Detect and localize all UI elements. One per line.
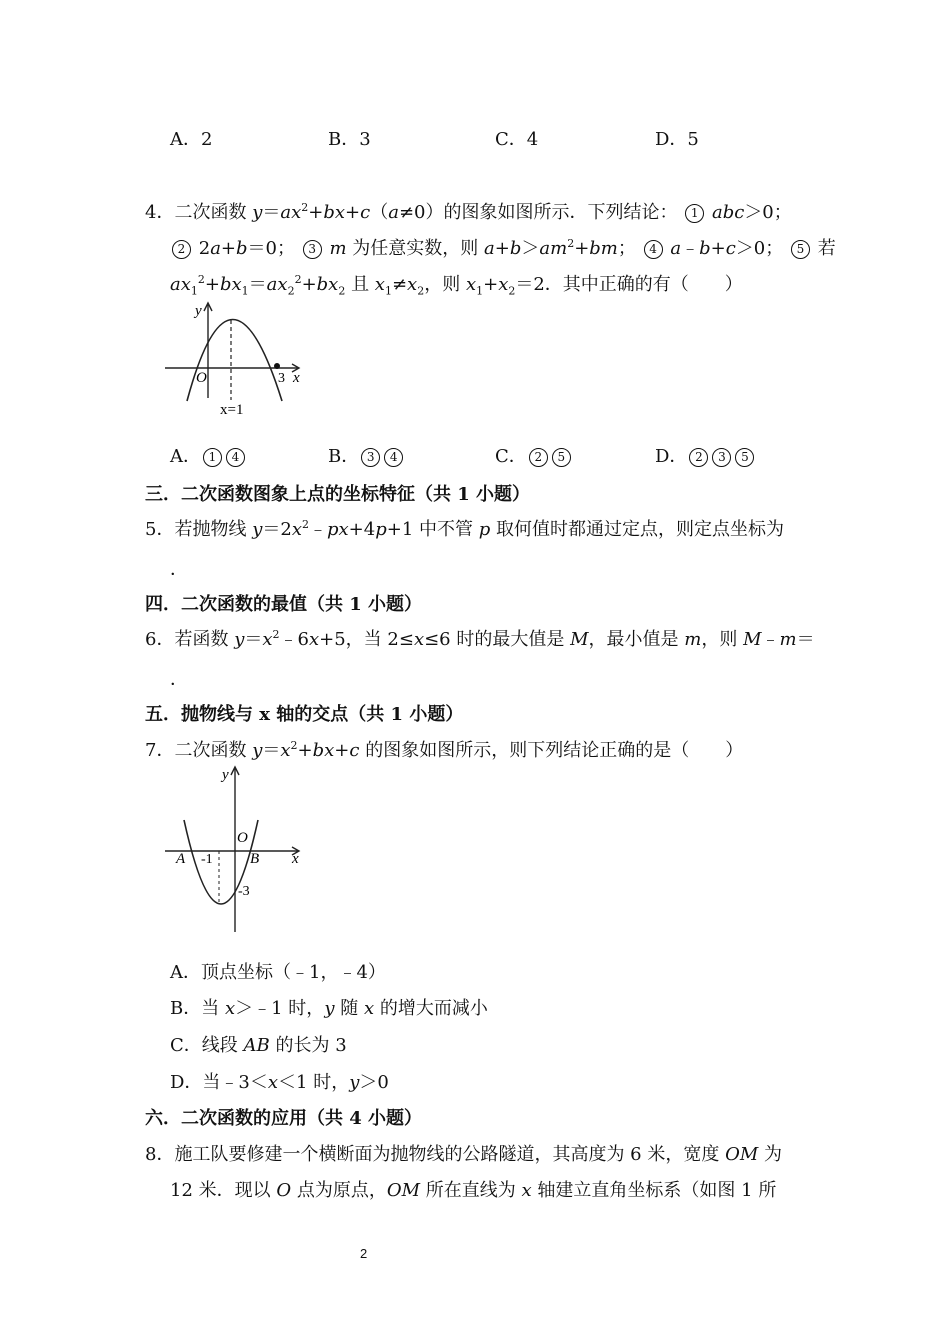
minus-three-label: -3 [238, 884, 250, 899]
x-label: x [292, 851, 299, 867]
question-7: 7．二次函数 $y=x^2+bx+c$ 的图象如图所示，则下列结论正确的是（ ） [145, 739, 744, 761]
section-6-heading: 六．二次函数的应用（共 4 小题） [145, 1108, 423, 1129]
x-label: x [293, 370, 300, 386]
section-5-heading: 五．抛物线与 x 轴的交点（共 1 小题） [145, 704, 464, 725]
root-label: 3 [278, 371, 285, 386]
page-number: 2 [360, 1246, 368, 1261]
section-3-heading: 三．二次函数图象上点的坐标特征（共 1 小题） [145, 484, 531, 505]
q4-option-c: C． 2 5 [495, 442, 573, 468]
axis-label: x=1 [220, 402, 244, 418]
q7-option-c: C．线段 AB 的长为 3 [170, 1035, 347, 1056]
question-4-parabola-graph [160, 298, 310, 418]
question-8-line-2: 12 米．现以 O 点为原点，OM 所在直线为 x 轴建立直角坐标系（如图 1 所 [170, 1180, 777, 1201]
q3-option-b: B．3 [328, 129, 371, 150]
q7-option-a: A．顶点坐标（﹣1，﹣4） [170, 962, 386, 983]
question-5: 5．若抛物线 $y=2x^2﹣px+4p+1$ 中不管 p 取何值时都通过定点，则定点坐标为 [145, 518, 784, 540]
q3-option-c: C．4 [495, 129, 539, 150]
question-4-line-1: 4．二次函数 $y=ax^2+bx+c(a\ne 0)$的图象如图所示．下列结论： 1 abc＞0； [145, 201, 792, 223]
origin-label: O [196, 370, 207, 386]
q7-option-b: B．当 x＞﹣1 时，y 随 x 的增大而减小 [170, 998, 488, 1019]
question-4-line-3: $ax_1^2+bx_1=ax_2^2+bx_2$ 且 $x_1\ne x_2$，则 $x_1+x_2=2$．其中正确的有（ ） [170, 273, 743, 298]
q4-option-d: D． 2 3 5 [655, 442, 756, 468]
section-4-heading: 四．二次函数的最值（共 1 小题） [145, 594, 423, 615]
parabola-curve [187, 320, 282, 402]
q4-option-a: A． 1 4 [170, 442, 247, 468]
question-4-line-2: 2 2a+b＝0； 3 m 为任意实数，则 $a+b>am^2+bm$； 4 a﹣b+c＞0； 5 若 [170, 234, 836, 260]
q3-option-a: A．2 [170, 129, 213, 150]
question-5-blank: ． [170, 559, 188, 580]
y-label: y [195, 303, 202, 319]
question-6-blank: ． [170, 669, 188, 690]
question-6: 6．若函数 $y=x^2﹣6x+5$，当 2≤x≤6 时的最大值是 M，最小值是 m，则 M﹣m＝ [145, 628, 815, 650]
q3-option-d: D．5 [655, 129, 699, 150]
origin-label: O [237, 830, 248, 846]
q7-option-d: D．当﹣3＜x＜1 时，y＞0 [170, 1072, 389, 1093]
minus-one-label: -1 [201, 852, 213, 867]
q4-option-b: B． 3 4 [328, 442, 405, 468]
question-8-line-1: 8．施工队要修建一个横断面为抛物线的公路隧道，其高度为 6 米，宽度 OM 为 [145, 1144, 783, 1165]
point-a-label: A [176, 851, 186, 867]
question-7-parabola-graph [160, 762, 310, 937]
root-point [274, 363, 280, 369]
point-b-label: B [250, 851, 260, 867]
y-label: y [222, 767, 229, 783]
